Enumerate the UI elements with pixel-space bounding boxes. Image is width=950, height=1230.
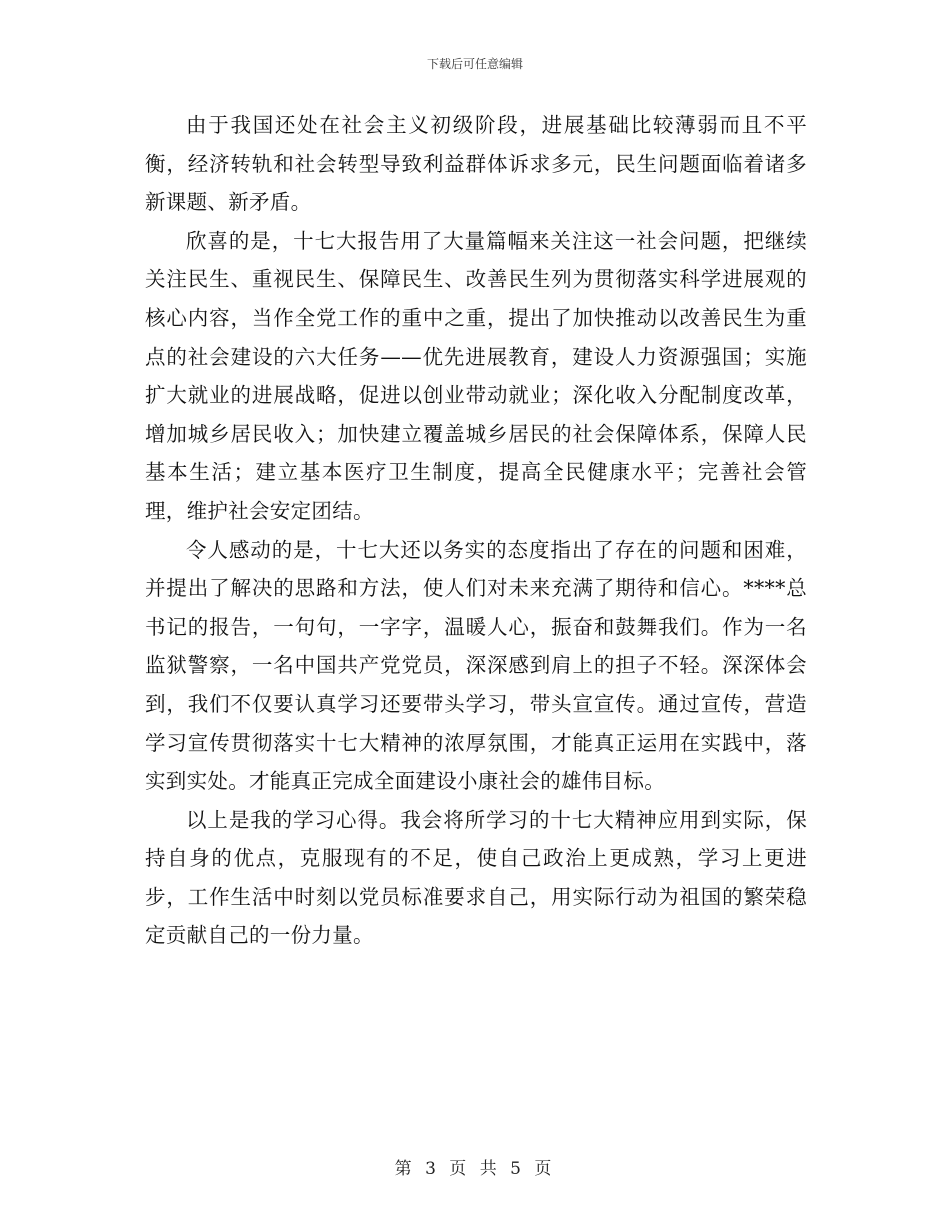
paragraph-4: 以上是我的学习心得。我会将所学习的十七大精神应用到实际，保持自身的优点，克服现有的不足，使自己政治上更成熟，学习上更进步，工作生活中时刻以党员标准要求自己，用实际行动为祖国的繁荣稳定贡献自己的一份力量。 [145, 807, 807, 948]
paragraph-1: 由于我国还处在社会主义初级阶段，进展基础比较薄弱而且不平衡，经济转轨和社会转型导致利益群体诉求多元，民生问题面临着诸多新课题、新矛盾。 [145, 113, 807, 215]
page-number-footer: 第 3 页 共 5 页 [394, 1159, 556, 1179]
document-body [145, 106, 807, 955]
page-header: 下载后可任意编辑 [426, 57, 523, 71]
paragraph-2: 欣喜的是，十七大报告用了大量篇幅来关注这一社会问题，把继续关注民生、重视民生、保障民生、改善民生列为贯彻落实科学进展观的核心内容，当作全党工作的重中之重，提出了加快推动以改善民生为重点的社会建设的六大任务——优先进展教育，建设人力资源强国；实施扩大就业的进展战略，促进以创业带动就业；深化收入分配制度改革，增加城乡居民收入；加快建立覆盖城乡居民的社会保障体系，保障人民基本生活；建立基本医疗卫生制度，提高全民健康水平；完善社会管理，维护社会安定团结。 [145, 228, 807, 523]
paragraph-3: 令人感动的是，十七大还以务实的态度指出了存在的问题和困难，并提出了解决的思路和方法，使人们对未来充满了期待和信心。****总书记的报告，一句句，一字字，温暖人心，振奋和鼓舞我们。作为一名监狱警察，一名中国共产党党员，深深感到肩上的担子不轻。深深体会到，我们不仅要认真学习还要带头学习，带头宣宣传。通过宣传，营造学习宣传贯彻落实十七大精神的浓厚氛围，才能真正运用在实践中，落实到实处。才能真正完成全面建设小康社会的雄伟目标。 [145, 537, 807, 794]
